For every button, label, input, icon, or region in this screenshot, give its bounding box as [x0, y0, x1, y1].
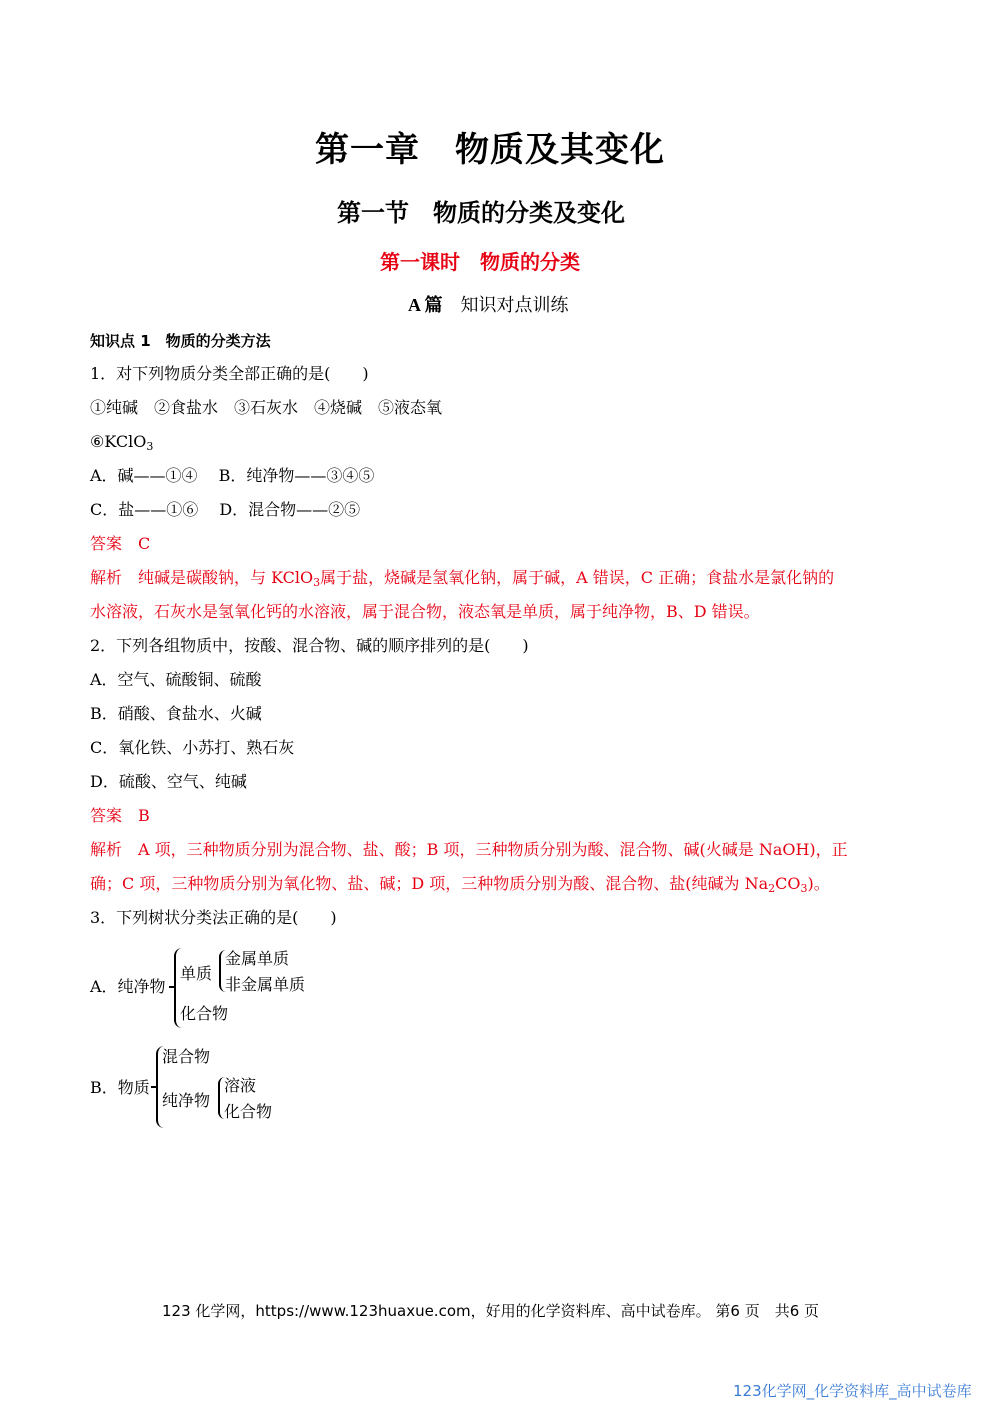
q3-b-leaf1: 溶液	[224, 1076, 257, 1095]
part-name: 知识对点训练	[460, 295, 569, 316]
q2-analysis-line1: 解析 A 项，三种物质分别为混合物、盐、酸；B 项，三种物质分别为酸、混合物、碱(火碱是 NaOH)，正	[90, 840, 848, 859]
page-footer: 123 化学网，https://www.123huaxue.com，好用的化学资料库、高中试卷库。 第6 页 共6 页	[162, 1302, 820, 1320]
q3-b-leaf2: 化合物	[224, 1102, 273, 1121]
q2-stem: 2．下列各组物质中，按酸、混合物、碱的顺序排列的是( )	[90, 636, 529, 655]
q2-analysis-2b: CO	[775, 874, 801, 893]
q3-stem: 3．下列树状分类法正确的是( )	[90, 908, 337, 927]
q1-analysis-line1	[90, 568, 834, 588]
q1-item6-text: ⑥KClO	[90, 432, 147, 451]
q3-a-leaf1: 金属单质	[225, 949, 290, 968]
q3-a-leaf2: 非金属单质	[225, 975, 306, 994]
q3-a-label: A．纯净物	[90, 977, 166, 996]
q1-items: ①纯碱 ②食盐水 ③石灰水 ④烧碱 ⑤液态氧	[90, 398, 443, 417]
watermark-link[interactable]: 123化学网_化学资料库_高中试卷库	[733, 1382, 972, 1400]
q1-analysis-1b: 属于盐，烧碱是氢氧化钠，属于碱，A 错误，C 正确；食盐水是氯化钠的	[320, 568, 835, 587]
lesson-title: 第一课时 物质的分类	[380, 250, 580, 274]
q2-option-a: A．空气、硫酸铜、硫酸	[90, 670, 262, 689]
q3-b-outer-brace-tip	[151, 1086, 157, 1088]
q3-a-branch1: 单质	[180, 964, 213, 983]
section-title: 第一节 物质的分类及变化	[337, 199, 625, 227]
q3-b-branch2: 纯净物	[162, 1091, 211, 1110]
q1-answer: 答案 C	[90, 534, 151, 553]
q1-item6	[90, 432, 153, 452]
knowledge-point: 知识点 1 物质的分类方法	[90, 332, 271, 350]
q2-analysis-line2	[90, 874, 830, 894]
q1-stem: 1．对下列物质分类全部正确的是( )	[90, 364, 369, 383]
q1-options-ab: A．碱——①④ B．纯净物——③④⑤	[90, 466, 375, 485]
part-title	[408, 291, 569, 317]
q1-analysis-1a: 解析 纯碱是碳酸钠，与 KClO	[90, 568, 314, 587]
q3-a-branch2: 化合物	[180, 1004, 229, 1023]
part-prefix: A 篇	[408, 295, 443, 315]
q2-answer: 答案 B	[90, 806, 150, 825]
q3-a-outer-brace-tip	[169, 986, 175, 988]
q2-option-d: D．硫酸、空气、纯碱	[90, 772, 247, 791]
q1-options-cd: C．盐——①⑥ D．混合物——②⑤	[90, 500, 361, 519]
q2-analysis-2a: 确；C 项，三种物质分别为氧化物、盐、碱；D 项，三种物质分别为酸、混合物、盐(纯碱为 Na	[90, 874, 769, 893]
q1-item6-sub: 3	[146, 440, 154, 453]
q2-analysis-sub2: 3	[800, 882, 808, 895]
q2-option-b: B．硝酸、食盐水、火碱	[90, 704, 262, 723]
q3-b-branch1: 混合物	[162, 1047, 211, 1066]
q2-analysis-2c: )。	[807, 874, 830, 893]
chapter-title: 第一章 物质及其变化	[315, 130, 665, 170]
q3-b-label: B．物质	[90, 1078, 150, 1097]
q2-analysis-sub1: 2	[768, 882, 776, 895]
q2-option-c: C．氧化铁、小苏打、熟石灰	[90, 738, 295, 757]
q1-analysis-line2: 水溶液，石灰水是氢氧化钙的水溶液，属于混合物，液态氧是单质，属于纯净物，B、D 错误。	[90, 602, 760, 621]
q1-analysis-sub: 3	[313, 576, 321, 589]
